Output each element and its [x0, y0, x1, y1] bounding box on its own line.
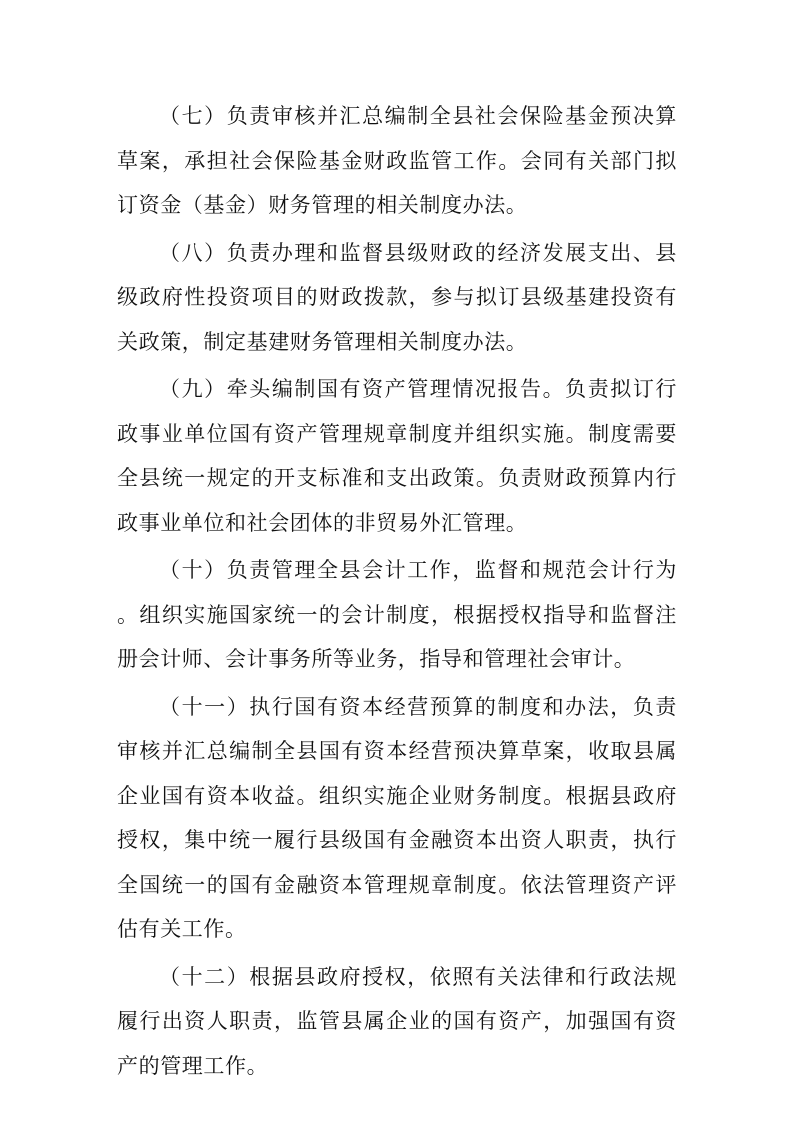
paragraph-item-7: （七）负责审核并汇总编制全县社会保险基金预决算草案，承担社会保险基金财政监管工作。会同有关部门拟订资金（基金）财务管理的相关制度办法。 [117, 104, 677, 217]
paragraph-item-8: （八）负责办理和监督县级财政的经济发展支出、县级政府性投资项目的财政拨款，参与拟订县级基建投资有关政策，制定基建财务管理相关制度办法。 [117, 240, 677, 354]
paragraph-item-10: （十）负责管理全县会计工作，监督和规范会计行为。组织实施国家统一的会计制度，根据授权指导和监督注册会计师、会计事务所等业务，指导和管理社会审计。 [117, 558, 677, 671]
paragraph-item-11: （十一）执行国有资本经营预算的制度和办法，负责审核并汇总编制全县国有资本经营预决算草案，收取县属企业国有资本收益。组织实施企业财务制度。根据县政府授权，集中统一履行县级国有金融资本出资人职责，执行全国统一的国有金融资本管理规章制度。依法管理资产评估有关工作。 [117, 694, 677, 941]
paragraph-item-12: （十二）根据县政府授权，依照有关法律和行政法规履行出资人职责，监管县属企业的国有资产，加强国有资产的管理工作。 [117, 964, 677, 1078]
document-body [117, 94, 677, 1091]
paragraph-item-9: （九）牵头编制国有资产管理情况报告。负责拟订行政事业单位国有资产管理规章制度并组织实施。制度需要全县统一规定的开支标准和支出政策。负责财政预算内行政事业单位和社会团体的非贸易外汇管理。 [117, 377, 677, 535]
